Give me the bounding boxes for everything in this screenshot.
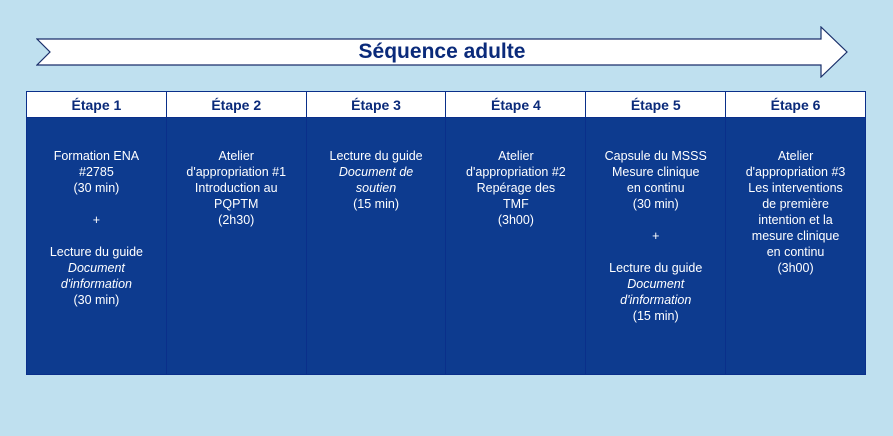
step-text-line: Capsule du MSSS [604,149,707,163]
step-header: Étape 5 [586,92,725,118]
step-text-line: Mesure clinique [611,165,700,179]
step-header: Étape 3 [307,92,446,118]
step-text-line: (30 min) [632,197,679,211]
step-text-line: Atelier [498,149,534,163]
step-text-line: (15 min) [632,309,679,323]
step-header: Étape 4 [446,92,585,118]
step-text-line: en continu [766,245,825,259]
step-text-line: Document [627,277,685,291]
step-text-line: (2h30) [218,213,255,227]
step-text-line: TMF [503,197,529,211]
step-header: Étape 6 [726,92,865,118]
step-content [167,118,306,374]
step-text-line [31,228,162,244]
step-text-line: Document de [338,165,414,179]
step-text-line: d'appropriation #1 [186,165,287,179]
step-text-line: (30 min) [73,293,120,307]
step-text-line: d'appropriation #3 [745,165,846,179]
step-text-line: d'appropriation #2 [466,165,566,179]
step-content [27,118,166,374]
step-text-line: d'information [620,293,692,307]
sequence-banner-arrow [36,26,848,78]
step-text-line [31,196,162,212]
step-text-line: PQPTM [214,197,259,211]
step-content [446,118,585,374]
step-text-line: mesure clinique [751,229,840,243]
step-text-line: intention et la [758,213,833,227]
step-column [166,92,306,374]
step-text-line: Document [67,261,125,275]
step-text-line: Formation ENA [53,149,140,163]
step-content [586,118,725,374]
step-text-line: (15 min) [353,197,399,211]
step-text-line: (3h00) [777,261,814,275]
step-text-line: Atelier [218,149,254,163]
banner-title: Séquence adulte [358,40,526,63]
step-text-line: (30 min) [73,181,120,195]
step-content [726,118,865,374]
step-text-line: #2785 [79,165,114,179]
steps-table [26,91,866,375]
step-text-line: Introduction au [194,181,278,195]
step-text-line: soutien [355,181,397,195]
step-text-line [590,244,721,260]
plus-separator: + [652,229,660,243]
step-text-line: Lecture du guide [49,245,143,259]
plus-separator: + [92,213,101,227]
step-text-line: Les interventions [748,181,843,195]
step-text-line: de première [762,197,829,211]
step-header: Étape 2 [167,92,306,118]
step-header: Étape 1 [27,92,166,118]
step-column [585,92,725,374]
step-text-line: en continu [626,181,685,195]
step-content [307,118,446,374]
step-text-line: Atelier [777,149,814,163]
step-column [445,92,585,374]
step-column [27,92,166,374]
step-text-line [590,212,721,228]
step-text-line: Lecture du guide [329,149,423,163]
step-text-line: Lecture du guide [609,261,703,275]
step-text-line: Repérage des [476,181,556,195]
step-column [725,92,865,374]
step-text-line: (3h00) [497,213,534,227]
step-text-line: d'information [60,277,132,291]
step-column [306,92,446,374]
